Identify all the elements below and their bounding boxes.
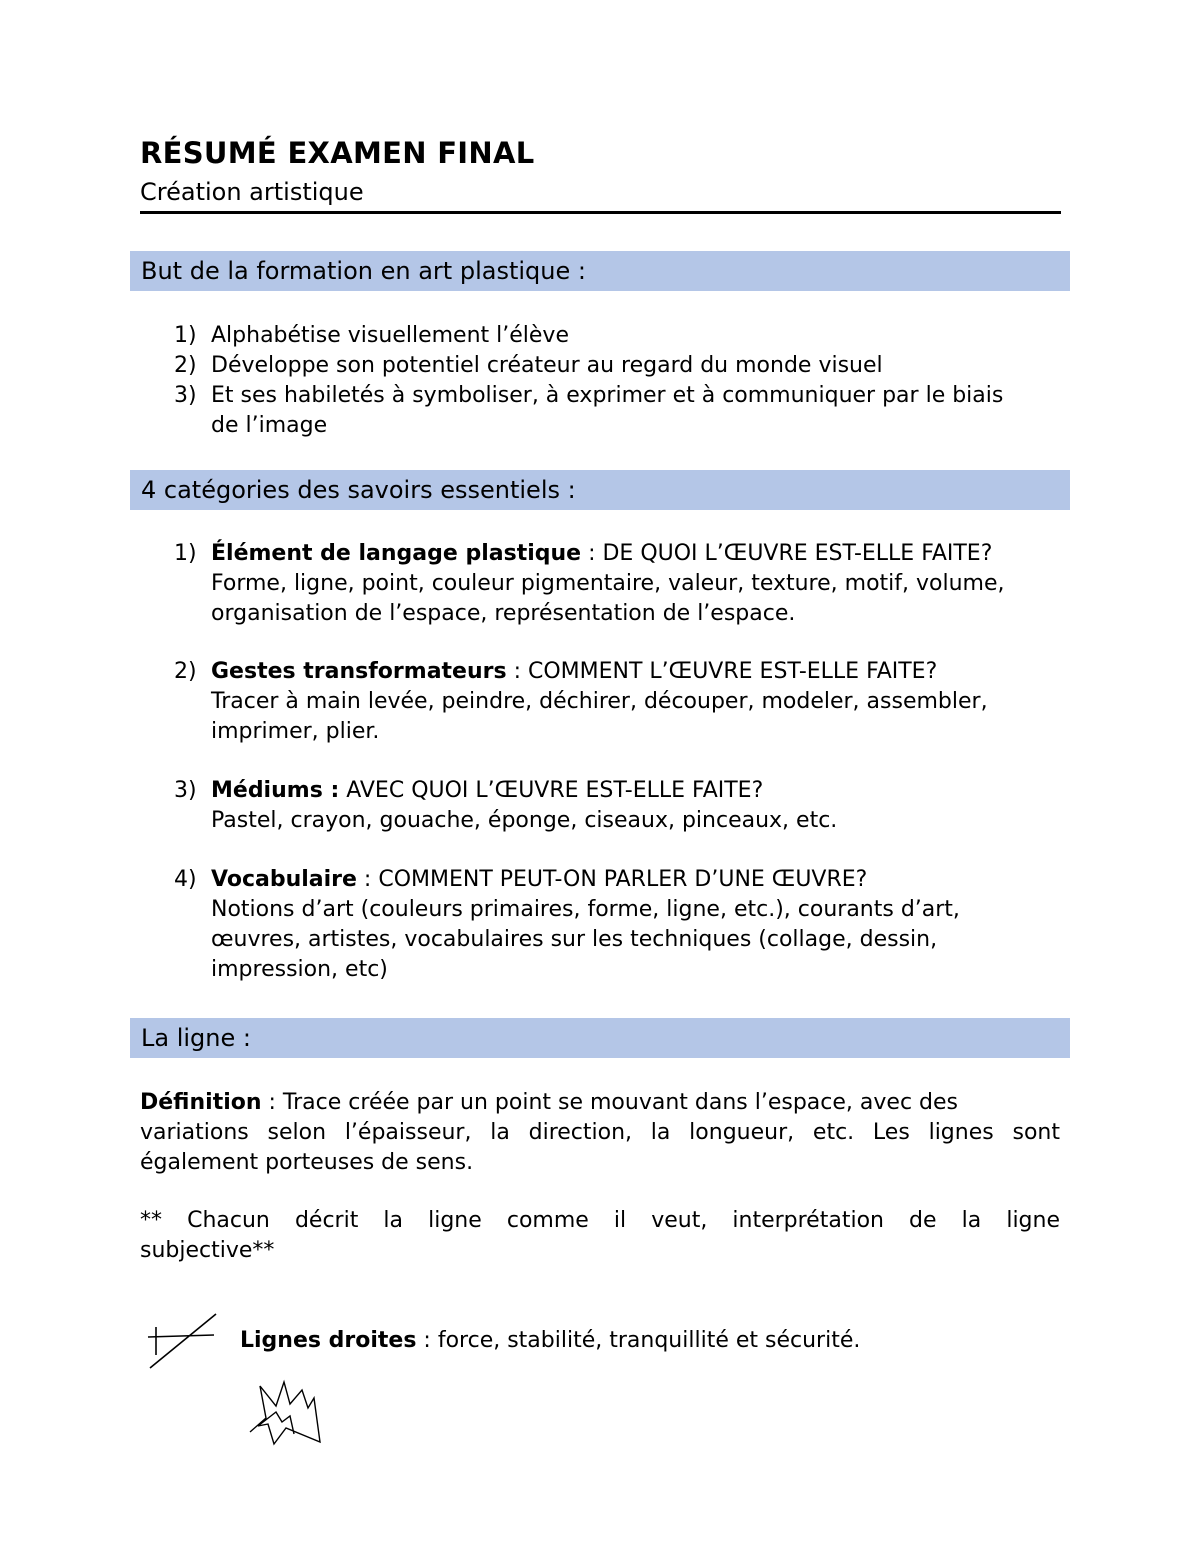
category-heading [211,776,763,806]
category-detail: Notions d’art (couleurs primaires, forme, ligne, etc.), courants d’art, [211,897,960,922]
definition-text: : Trace créée par un point se mouvant dans l’espace, avec des [261,1090,958,1115]
category-detail: Forme, ligne, point, couleur pigmentaire, valeur, texture, motif, volume, [211,571,1005,596]
line-type-term: Lignes droites [240,1328,417,1353]
page-title: RÉSUMÉ EXAMEN FINAL [140,136,535,170]
page-subtitle: Création artistique [140,178,364,206]
definition-term: Définition [140,1090,262,1115]
zigzag-lines-icon [246,1378,326,1448]
definition-line [140,1088,1060,1118]
definition-text: également porteuses de sens. [140,1150,474,1175]
note-text: ** Chacun décrit la ligne comme il veut, interprétation de la ligne [140,1208,1060,1233]
category-detail: Tracer à main levée, peindre, déchirer, découper, modeler, assembler, [211,689,988,714]
list-item-text: Alphabétise visuellement l’élève [211,323,569,348]
category-detail: imprimer, plier. [211,719,380,744]
category-term: Élément de langage plastique [211,541,582,566]
list-item-text: Et ses habiletés à symboliser, à exprimer et à communiquer par le biais [211,383,1004,408]
category-heading [211,657,937,687]
category-question: : DE QUOI L’ŒUVRE EST-ELLE FAITE? [581,541,993,566]
line-type-straight [240,1326,860,1356]
note-text: subjective** [140,1238,275,1263]
category-detail: impression, etc) [211,957,388,982]
category-detail: Pastel, crayon, gouache, éponge, ciseaux, pinceaux, etc. [211,808,838,833]
category-question: AVEC QUOI L’ŒUVRE EST-ELLE FAITE? [339,778,764,803]
section-header-categories: 4 catégories des savoirs essentiels : [130,470,1070,510]
list-number: 3) [174,383,197,408]
section-header-line: La ligne : [130,1018,1070,1058]
definition-text: variations selon l’épaisseur, la direction, la longueur, etc. Les lignes sont [140,1120,1060,1145]
category-detail: organisation de l’espace, représentation de l’espace. [211,601,796,626]
title-rule [140,211,1061,214]
list-item-text: Développe son potentiel créateur au regard du monde visuel [211,353,883,378]
category-term: Gestes transformateurs [211,659,507,684]
straight-lines-icon [144,1310,224,1374]
list-number: 1) [174,323,197,348]
list-number: 2) [174,659,197,684]
category-detail: œuvres, artistes, vocabulaires sur les techniques (collage, dessin, [211,927,938,952]
list-item-text: de l’image [211,413,328,438]
list-number: 2) [174,353,197,378]
category-term: Médiums : [211,778,340,803]
category-question: : COMMENT PEUT-ON PARLER D’UNE ŒUVRE? [356,867,868,892]
line-type-description: : force, stabilité, tranquillité et sécurité. [416,1328,861,1353]
category-heading [211,865,867,895]
category-heading [211,539,992,569]
list-number: 3) [174,778,197,803]
category-question: : COMMENT L’ŒUVRE EST-ELLE FAITE? [506,659,938,684]
list-number: 4) [174,867,197,892]
category-term: Vocabulaire [211,867,357,892]
section-header-goal: But de la formation en art plastique : [130,251,1070,291]
list-number: 1) [174,541,197,566]
